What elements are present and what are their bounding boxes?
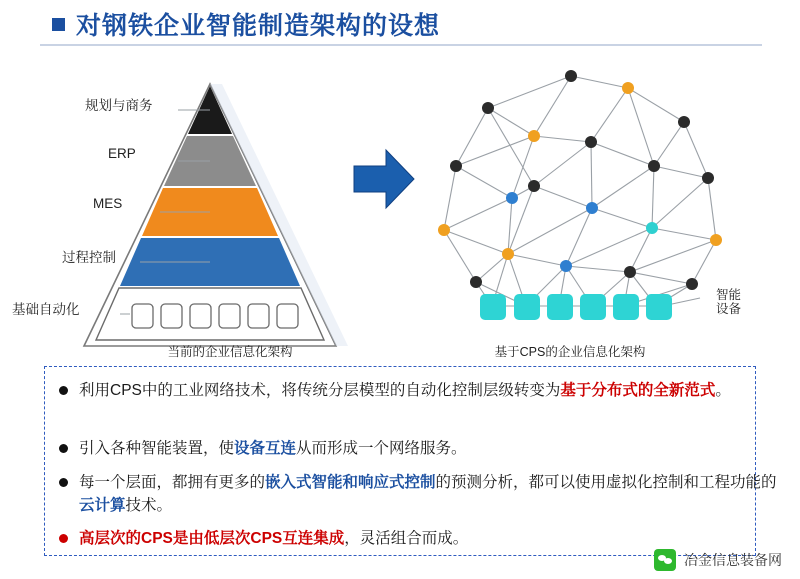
bullet-1-seg-1: 利用CPS中的工业网络技术，将传统分层模型的自动化控制层级转变为 bbox=[79, 382, 561, 399]
title-divider bbox=[40, 44, 762, 46]
bullet-3-seg-2: 嵌入式智能和响应式控制 bbox=[265, 474, 436, 491]
summary-box bbox=[44, 366, 777, 556]
bullet-dot-icon bbox=[59, 386, 68, 395]
bullet-item-4 bbox=[45, 527, 800, 550]
bullet-dot-icon bbox=[59, 534, 68, 543]
right-arrow-icon bbox=[352, 148, 416, 210]
right-diagram-caption: 基于CPS的企业信息化架构 bbox=[494, 345, 646, 359]
bullet-3-seg-1: 每一个层面，都拥有更多的 bbox=[79, 474, 266, 491]
bullet-4-seg-1: 高层次的CPS是由低层次CPS互连集成 bbox=[79, 530, 345, 547]
bullet-1-seg-3: 。 bbox=[715, 382, 731, 399]
bullet-item-3 bbox=[45, 471, 800, 518]
pyramid-label-mes: MES bbox=[93, 196, 123, 211]
wechat-logo-icon bbox=[654, 549, 676, 571]
smart-device-label-line2: 设备 bbox=[716, 302, 742, 317]
pyramid-label-planning: 规划与商务 bbox=[85, 98, 153, 113]
device-leader-line bbox=[672, 298, 700, 304]
bullet-2-seg-1: 引入各种智能装置，使 bbox=[79, 440, 235, 457]
bullet-1-seg-2: 基于分布式的全新范式 bbox=[560, 382, 716, 399]
bullet-dot-icon bbox=[59, 478, 68, 487]
bullet-2-seg-2: 设备互连 bbox=[234, 440, 297, 457]
smart-device-label bbox=[716, 288, 756, 317]
network-svg bbox=[416, 58, 746, 348]
bullet-4-seg-2: ，灵活组合而成。 bbox=[344, 530, 469, 547]
bullet-dot-icon bbox=[59, 444, 68, 453]
title-bullet-icon bbox=[52, 18, 65, 31]
bullet-3-seg-4: 云计算 bbox=[79, 497, 126, 515]
slide-header bbox=[0, 0, 800, 44]
left-diagram-caption: 当前的企业信息化架构 bbox=[167, 345, 293, 359]
pyramid-label-erp: ERP bbox=[108, 146, 136, 161]
bullet-3-seg-5: 技术。 bbox=[125, 497, 173, 515]
pyramid-label-base-automation: 基础自动化 bbox=[12, 302, 80, 317]
watermark-text: 冶金信息装备网 bbox=[684, 552, 782, 568]
bullet-2-seg-3: 从而形成一个网络服务。 bbox=[296, 440, 467, 457]
pyramid-diagram bbox=[12, 58, 360, 358]
bullet-item-1 bbox=[45, 379, 800, 402]
cps-network-diagram bbox=[416, 58, 746, 348]
smart-device-label-line1: 智能 bbox=[716, 288, 742, 302]
transition-arrow bbox=[352, 148, 416, 210]
footer-watermark bbox=[654, 549, 782, 571]
bullet-3-seg-3: 的预测分析，都可以使用虚拟化控制和工程功能的 bbox=[435, 474, 777, 491]
bullet-item-2 bbox=[45, 437, 800, 460]
page-title: 对钢铁企业智能制造架构的设想 bbox=[76, 12, 441, 40]
pyramid-label-process-control: 过程控制 bbox=[62, 250, 116, 265]
